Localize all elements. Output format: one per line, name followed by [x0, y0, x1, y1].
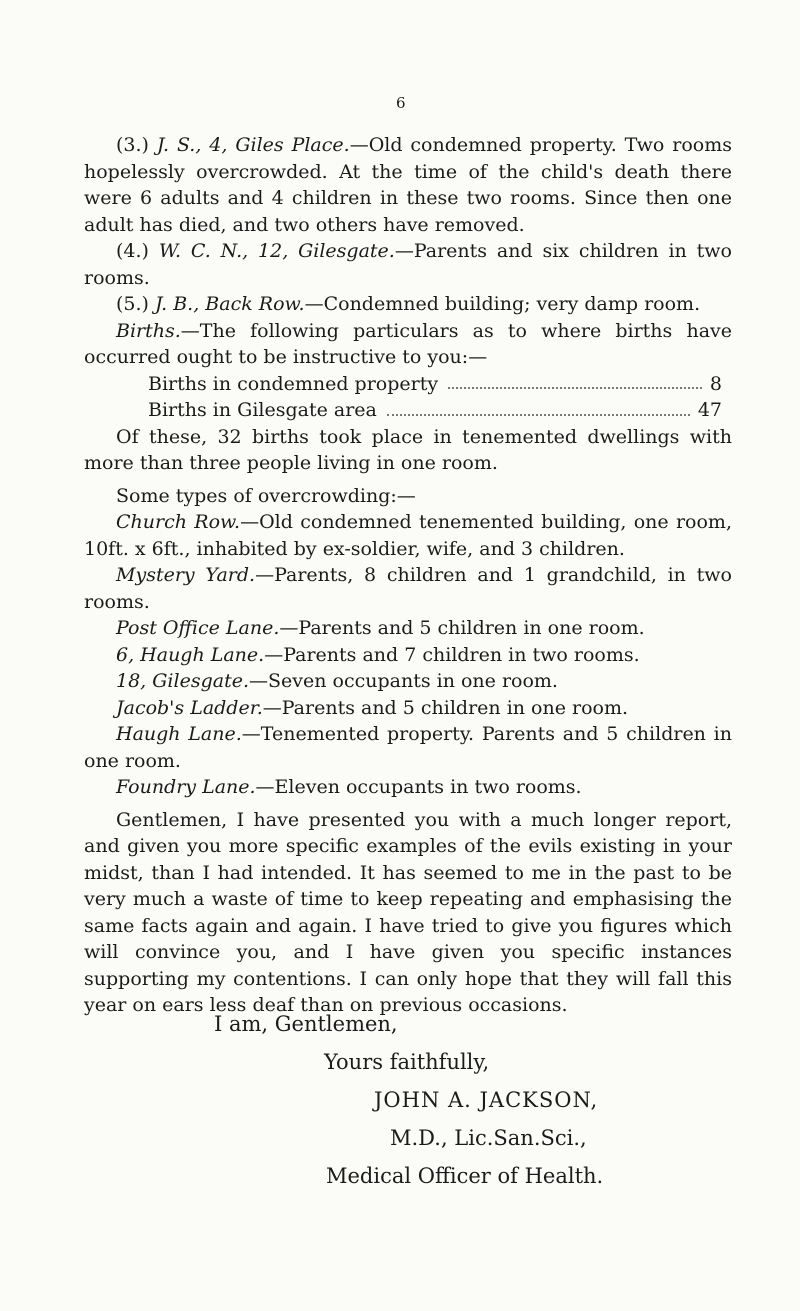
signatory-name: JOHN A. JACKSON,: [374, 1088, 599, 1112]
signatory-degrees: M.D., Lic.San.Sci.,: [390, 1126, 587, 1150]
signature-block: [84, 1005, 732, 1195]
types-intro: Some types of overcrowding:—: [116, 484, 416, 507]
greeting: I am, Gentlemen,: [214, 1012, 398, 1036]
type-entry: Haugh Lane.—Tenemented property. Parents and 5 children in one room.: [84, 723, 732, 772]
case-name: J. S., 4, Giles Place.: [156, 134, 350, 156]
dot-leader: [448, 371, 702, 390]
case-entry: (4.) W. C. N., 12, Gilesgate.—Parents and six children in two rooms.: [84, 240, 732, 289]
dot-leader: [387, 397, 690, 416]
case-name: W. C. N., 12, Gilesgate.: [158, 240, 395, 262]
type-entry: Mystery Yard.—Parents, 8 children and 1 grandchild, in two rooms.: [84, 564, 732, 613]
page-number: 6: [396, 94, 406, 112]
closing-paragraph: Gentlemen, I have presented you with a much longer report, and given you more specific examples of the evils existing in your midst, than I had intended. It has seemed to me in the past to be very much a waste of time to keep repeating and emphasising the same facts again and again. I have tried to give you figures which will convince you, and I have given you specific instances supporting my contentions. I can only hope that they will fall this year on ears less deaf than on previous occasions.: [84, 808, 732, 1016]
type-entry: Church Row.—Old condemned tenemented building, one room, 10ft. x 6ft., inhabited by ex-soldier, wife, and 3 children.: [84, 511, 732, 560]
case-entry: (3.) J. S., 4, Giles Place.—Old condemned property. Two rooms hopelessly overcrowded. At the time of the child's death there were 6 adults and 4 children in these two rooms. Since then one adult has died, and two others have removed.: [84, 134, 733, 236]
births-row: Births in condemned property 8: [148, 372, 722, 395]
type-entry: Jacob's Ladder.—Parents and 5 children in one room.: [116, 696, 629, 719]
type-entry: Post Office Lane.—Parents and 5 children in one room.: [116, 617, 645, 639]
type-entry: Foundry Lane.—Eleven occupants in two rooms.: [116, 776, 582, 798]
births-note: Of these, 32 births took place in tenemented dwellings with more than three people living in one room.: [84, 425, 732, 474]
signatory-title: Medical Officer of Health.: [326, 1164, 604, 1188]
births-paragraph: Births.—The following particulars as to where births have occurred ought to be instructive to you:—: [84, 319, 732, 368]
report-body: [84, 132, 732, 1019]
births-heading: Births.: [116, 319, 181, 342]
valediction: Yours faithfully,: [324, 1050, 490, 1074]
case-name: J. B., Back Row.: [155, 293, 305, 315]
births-row: Births in Gilesgate area 47: [148, 399, 722, 421]
type-entry: 18, Gilesgate.—Seven occupants in one room.: [116, 670, 558, 692]
type-entry: 6, Haugh Lane.—Parents and 7 children in two rooms.: [116, 643, 640, 666]
case-entry: (5.) J. B., Back Row.—Condemned building; very damp room.: [116, 293, 701, 315]
